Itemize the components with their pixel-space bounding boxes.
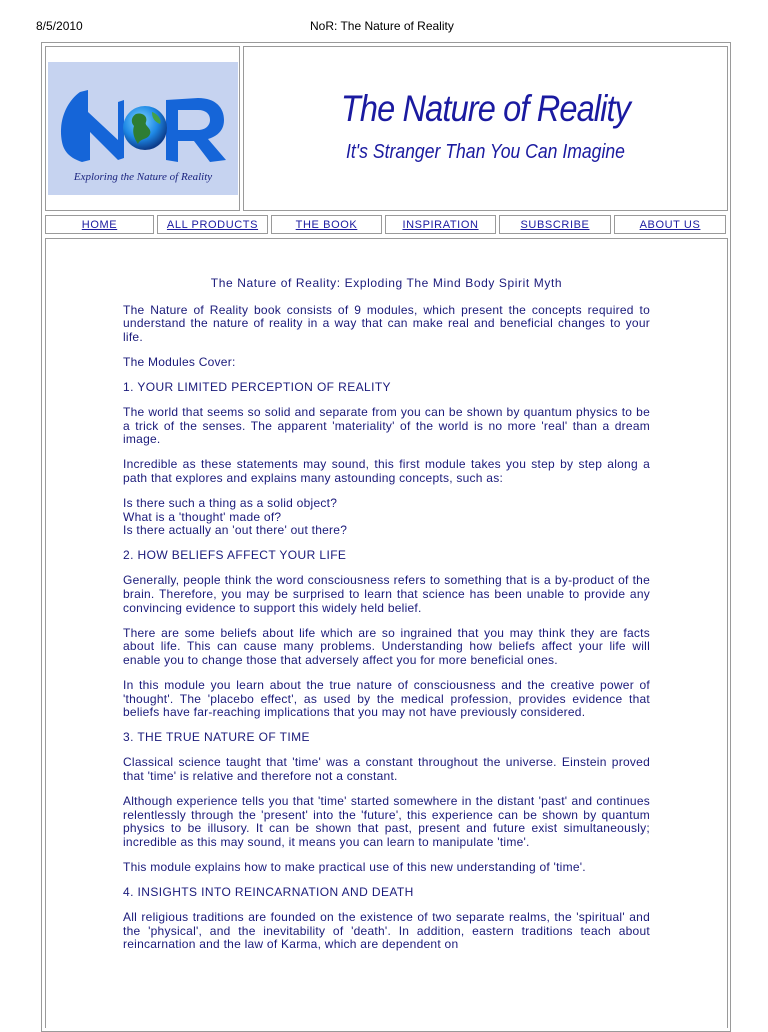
nav-item-subscribe <box>499 215 611 234</box>
nav-item-about-us <box>614 215 726 234</box>
print-page-title: NoR: The Nature of Reality <box>310 19 454 33</box>
nav-link-about-us[interactable]: ABOUT US <box>639 219 701 231</box>
module-2-paragraph: In this module you learn about the true nature of consciousness and the creative power of 'thought'. The 'placebo effect', as used by the medical profession, provides evidence that beliefs have far-reaching implications that you may not have previously considered. <box>123 677 650 720</box>
module-1-questions <box>123 497 650 538</box>
nav-link-all-products[interactable]: ALL PRODUCTS <box>166 219 259 231</box>
module-3-title: 3. THE TRUE NATURE OF TIME <box>123 730 310 745</box>
module-4-paragraph: All religious traditions are founded on the existence of two separate realms, the 'spiritual' and the 'physical', and the inevitability of 'death'. In addition, eastern traditions teach about reincarnation and the law of Karma, which are dependent on <box>123 910 650 952</box>
nav-link-home[interactable]: HOME <box>81 219 118 231</box>
nav-item-all-products <box>157 215 268 234</box>
question-item: What is a 'thought' made of? <box>123 509 282 524</box>
globe-icon <box>123 106 167 150</box>
module-4-title: 4. INSIGHTS INTO REINCARNATION AND DEATH <box>123 885 414 899</box>
module-1-title: 1. YOUR LIMITED PERCEPTION OF REALITY <box>123 379 391 394</box>
nav-item-inspiration <box>385 215 496 234</box>
module-3-paragraph: This module explains how to make practical use of this new understanding of 'time'. <box>123 859 586 874</box>
article-heading: The Nature of Reality: Exploding The Mind Body Spirit Myth <box>210 276 563 290</box>
nav-item-home <box>45 215 154 234</box>
nav-link-subscribe[interactable]: SUBSCRIBE <box>520 219 590 231</box>
logo-letter-n <box>61 90 124 162</box>
logo-letter-r <box>166 98 226 162</box>
question-item: Is there such a thing as a solid object? <box>123 496 338 511</box>
site-title: The Nature of Reality <box>340 88 631 129</box>
module-1-paragraph: The world that seems so solid and separate from you can be shown by quantum physics to be a trick of the senses. The apparent 'materiality' of the world is no more 'real' than a dream image. <box>123 405 650 447</box>
module-2-paragraph: Generally, people think the word consciousness refers to something that is a by-product of the brain. Therefore, you may be surprised to learn that science has been unable to provide any convincing evidence to support this widely held belief. <box>123 573 650 615</box>
intro-paragraph: The Nature of Reality book consists of 9 modules, which present the concepts required to understand the nature of reality in a way that can make real and beneficial changes to your life. <box>123 302 650 344</box>
site-logo[interactable] <box>48 62 238 195</box>
module-3-paragraph: Although experience tells you that 'time' started somewhere in the distant 'past' and continues relentlessly through the 'present' into the 'future', this experience can be shown by quantum physics to be illusory. It can be shown that past, present and future exist simultaneously; incredible as this may sound, it means you can learn to manipulate 'time'. <box>123 794 650 849</box>
site-tagline: It's Stranger Than You Can Imagine <box>346 141 625 163</box>
module-2-title: 2. HOW BELIEFS AFFECT YOUR LIFE <box>123 548 347 563</box>
nav-item-the-book <box>271 215 382 234</box>
module-2-paragraph: There are some beliefs about life which are so ingrained that you may think they are facts about life. This can cause many problems. Understanding how beliefs affect your life will enable you to change those that adversely affect you for more beneficial ones. <box>123 625 650 667</box>
nav-link-inspiration[interactable]: INSPIRATION <box>402 219 479 231</box>
logo-caption: Exploring the Nature of Reality <box>73 171 213 183</box>
print-date: 8/5/2010 <box>36 19 83 33</box>
modules-cover-label: The Modules Cover: <box>123 354 236 369</box>
article-body <box>123 277 650 963</box>
nav-link-the-book[interactable]: THE BOOK <box>295 219 358 231</box>
module-1-paragraph: Incredible as these statements may sound, this first module takes you step by step along a path that explores and explains many astounding concepts, such as: <box>123 457 650 485</box>
question-item: Is there actually an 'out there' out there? <box>123 523 348 538</box>
module-3-paragraph: Classical science taught that 'time' was a constant throughout the universe. Einstein proved that 'time' is relative and therefore not a constant. <box>123 755 650 783</box>
nav-bar <box>45 215 728 235</box>
print-header <box>0 0 768 40</box>
